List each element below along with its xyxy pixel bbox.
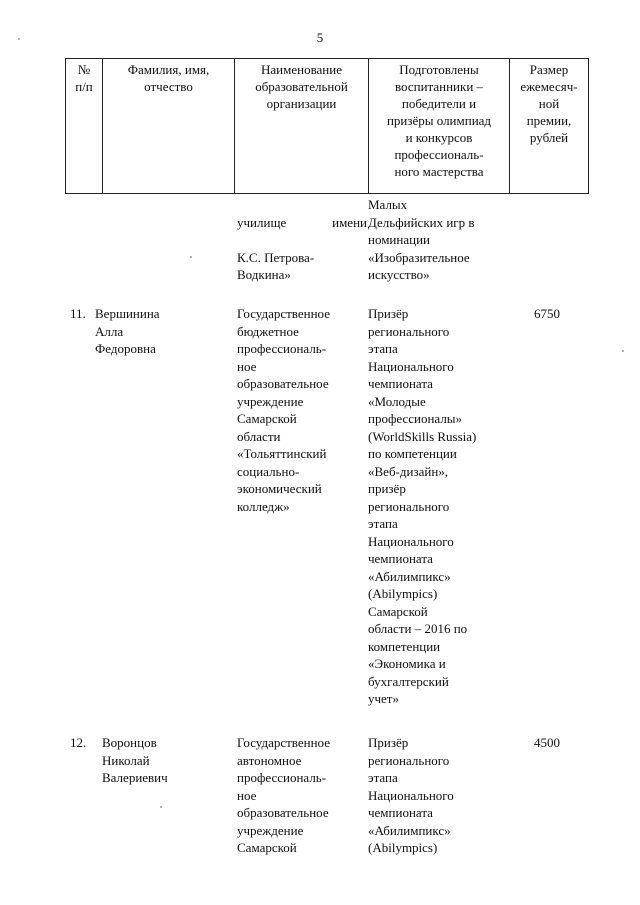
continuation-prepared: Малых Дельфийских игр в номинации «Изобразительное искусство»	[368, 197, 475, 282]
row-12-prepared: Призёр регионального этапа Национального чемпионата «Абилимпикс» (Abilympics)	[368, 735, 454, 855]
scan-speck	[190, 256, 192, 258]
header-name: Фамилия, имя, отчество	[103, 59, 235, 194]
row-12-prize: 4500	[534, 735, 560, 750]
continuation-org-line1: училище имени	[237, 214, 367, 230]
row-11-num: 11.	[70, 306, 86, 321]
row-11-prepared: Призёр регионального этапа Национального чемпионата «Молодые профессионалы» (WorldSkills Russia) по компетенции «Веб-дизайн», призёр регионального этапа Национального чемпионата «Абилимпикс» (Abilympics) Самарской области – 2016 по компетенции «Экономика и бухгалтерский учет»	[368, 306, 477, 706]
table-header	[65, 58, 589, 194]
row-11-org: Государственное бюджетное профессиональ- ное образовательное учреждение Самарской области «Тольяттинский социально- экономический колледж»	[237, 306, 330, 514]
header-num: № п/п	[66, 59, 103, 194]
row-12-org: Государственное автономное профессиональ- ное образовательное учреждение Самарской	[237, 735, 330, 855]
header-org: Наименование образовательной организации	[235, 59, 369, 194]
row-11-name: Вершинина Алла Федоровна	[95, 306, 160, 356]
continuation-org-rest: К.С. Петрова- Водкина»	[237, 249, 315, 282]
table-header-row	[66, 59, 589, 194]
header-prepared: Подготовлены воспитанники – победители и призёры олимпиад и конкурсов профессиональ- ного мастерства	[369, 59, 510, 194]
row-12-num: 12.	[70, 735, 87, 750]
scan-speck	[622, 350, 624, 352]
scan-speck	[160, 806, 162, 808]
row-11-prize: 6750	[534, 306, 560, 321]
scan-speck	[18, 38, 20, 40]
continuation-org	[237, 196, 367, 301]
header-prize: Размер ежемесяч- ной премии, рублей	[510, 59, 589, 194]
row-12-name: Воронцов Николай Валериевич	[102, 735, 168, 785]
page-number: 5	[316, 30, 324, 45]
